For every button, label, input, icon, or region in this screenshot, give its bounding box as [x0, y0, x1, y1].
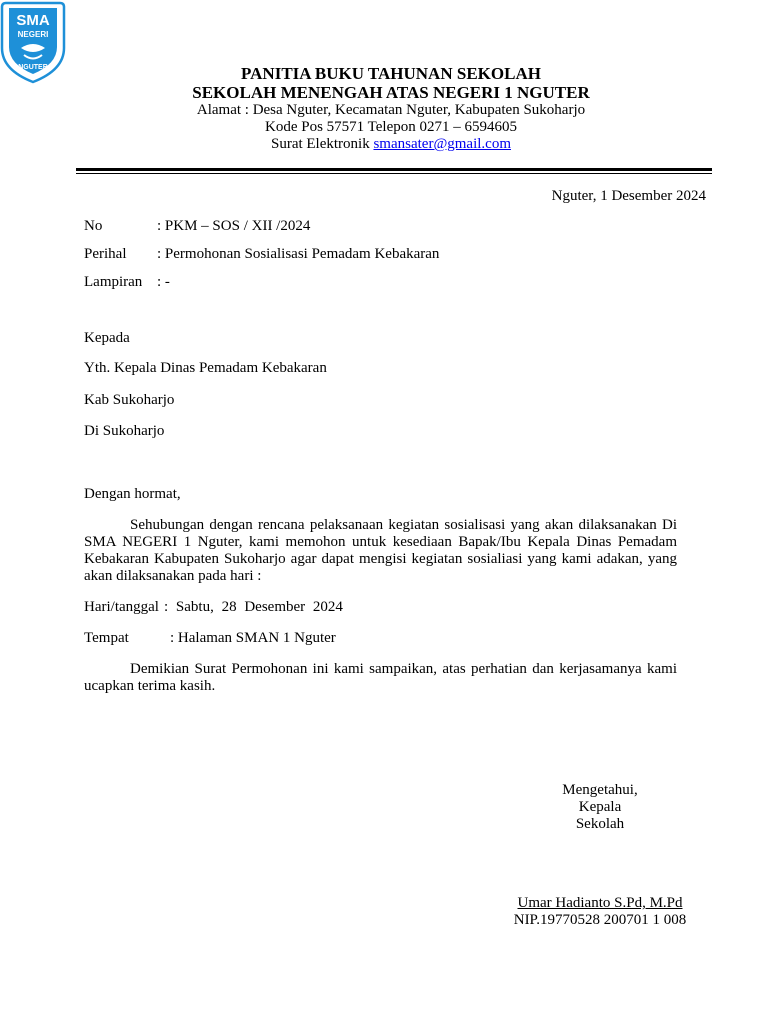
letterhead-postal: Kode Pos 57571 Telepon 0271 – 6594605	[265, 119, 517, 135]
signature-unit: Sekolah	[575, 816, 625, 832]
meta-label: No	[84, 218, 103, 234]
meta-label: Lampiran	[84, 274, 143, 290]
event-row-date	[84, 599, 343, 616]
logo-text-sma: SMA	[16, 12, 50, 29]
recipient-line: Kab Sukoharjo	[84, 392, 175, 408]
meta-row-lampiran	[84, 274, 170, 291]
recipient-line: Yth. Kepala Dinas Pemadam Kebakaran	[84, 360, 327, 376]
body-text: Sehubungan dengan rencana pelaksanaan kegiatan sosialisasi yang akan dilaksanakan Di SMA NEGERI 1 Nguter, kami memohon untuk kesediaan Bapak/Ibu Kepala Dinas Pemadam Kebakaran Kabupaten Sukoharjo agar dapat mengisi kegiatan sosialiasi yang kami adakan, yang akan dilaksanakan pada hari :	[84, 517, 677, 584]
meta-value: : -	[157, 274, 170, 290]
signature-name: Umar Hadianto S.Pd, M.Pd	[517, 895, 683, 911]
event-value: : Sabtu, 28 Desember 2024	[164, 599, 343, 615]
logo-text-negeri: NEGERI	[17, 30, 49, 39]
closing-text: Demikian Surat Permohonan ini kami sampaikan, atas perhatian dan kerjasamanya kami ucapkan terima kasih.	[84, 661, 677, 694]
event-label: Tempat	[84, 630, 129, 646]
logo-text-nguter: NGUTER	[18, 64, 48, 71]
event-label: Hari/tanggal	[84, 599, 159, 615]
meta-label: Perihal	[84, 246, 127, 262]
recipient-line: Kepada	[84, 330, 130, 346]
recipient-line: Di Sukoharjo	[84, 423, 165, 439]
email-link[interactable]: smansater@gmail.com	[373, 136, 511, 152]
letterhead-rule-thin	[76, 173, 712, 174]
letter-date: Nguter, 1 Desember 2024	[551, 188, 706, 204]
meta-value: : Permohonan Sosialisasi Pemadam Kebakaran	[157, 246, 440, 262]
body-paragraph	[84, 517, 677, 585]
meta-row-perihal	[84, 246, 439, 263]
signature-acknowledge: Mengetahui,	[562, 782, 638, 798]
letterhead-rule-thick	[76, 168, 712, 171]
greeting: Dengan hormat,	[84, 486, 181, 502]
event-row-place	[84, 630, 336, 647]
letterhead-title: PANITIA BUKU TAHUNAN SEKOLAH	[241, 64, 541, 83]
event-value: : Halaman SMAN 1 Nguter	[170, 630, 336, 646]
letterhead-school-name: SEKOLAH MENENGAH ATAS NEGERI 1 NGUTER	[192, 83, 590, 102]
email-label: Surat Elektronik	[270, 136, 374, 152]
signature-nip: NIP.19770528 200701 1 008	[513, 912, 687, 928]
closing-paragraph	[84, 661, 677, 695]
letterhead-address: Alamat : Desa Nguter, Kecamatan Nguter, Kabupaten Sukoharjo	[196, 102, 586, 118]
signature-role: Kepala	[578, 799, 622, 815]
letterhead-email-line	[0, 136, 768, 153]
meta-value: : PKM – SOS / XII /2024	[157, 218, 311, 234]
meta-row-no	[84, 218, 310, 235]
